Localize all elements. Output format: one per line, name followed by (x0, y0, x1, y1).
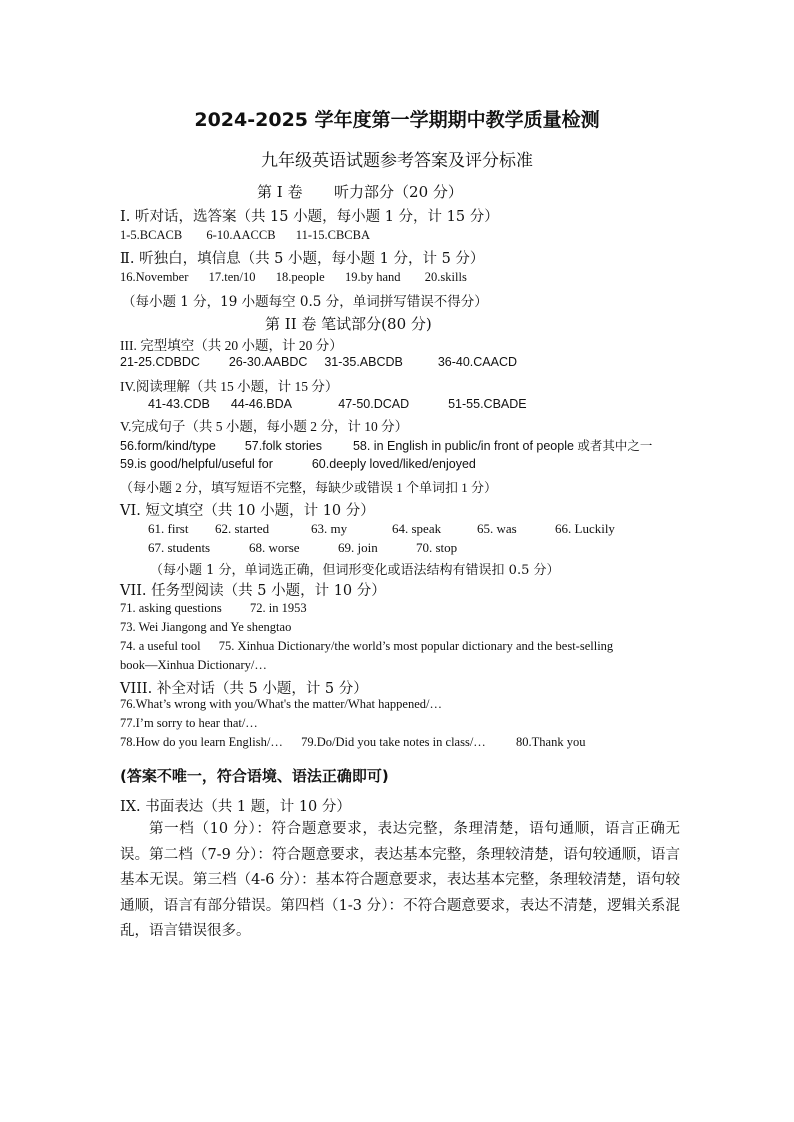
section5-note: （每小题 2 分，填写短语不完整，每缺少或错误 1 个单词扣 1 分） (120, 480, 498, 495)
answer-item: 66. Luckily (555, 521, 615, 536)
section8-line1: 76.What’s wrong with you/What's the matter/What happened/… (120, 697, 442, 711)
section8-heading: VIII. 补全对话（共 5 小题，计 5 分） (120, 681, 368, 697)
document-subtitle: 九年级英语试题参考答案及评分标准 (261, 151, 533, 171)
section7-line2: 73. Wei Jiangong and Ye shengtao (120, 620, 292, 634)
answer-item: 72. in 1953 (249, 601, 307, 615)
section7-line1 (120, 601, 307, 616)
answer-item: 20.skills (424, 270, 467, 284)
section7-heading: VII. 任务型阅读（共 5 小题，计 10 分） (120, 583, 386, 599)
answer-item: 16.November (120, 270, 189, 284)
document-title: 2024-2025 学年度第一学期期中教学质量检测 (194, 109, 600, 131)
answer-item: 60.deeply loved/liked/enjoyed (311, 457, 476, 471)
section1-answers (120, 228, 370, 243)
answer-item: 79.Do/Did you take notes in class/… (301, 735, 486, 749)
section5-heading: V.完成句子（共 5 小题，每小题 2 分，计 10 分） (120, 419, 409, 434)
answer-item: 78.How do you learn English/… (120, 735, 283, 749)
writing-criteria-paragraph: 第一档（10 分）：符合题意要求，表达完整，条理清楚，语句通顺，语言正确无误。第二档（7-9 分）：符合题意要求，表达基本完整，条理较清楚，语句较通顺，语言基本无误。第三档（4-6 分）：基本符合题意要求，表达基本完整，条理较清楚，语句较通顺，语言有部分错误。第四档（1-3 分）：不符合题意要求，表达不清楚，逻辑关系混乱，语言错误很多。 (120, 821, 680, 939)
section9-heading: IX. 书面表达（共 1 题，计 10 分） (120, 799, 351, 815)
answer-item: 6-10.AACCB (206, 228, 276, 242)
answer-item: 18.people (275, 270, 325, 284)
part1-name: 听力部分（20 分） (334, 183, 463, 201)
section4-answers (148, 397, 527, 411)
answer-item: 47-50.DCAD (338, 397, 410, 411)
answer-item: 11-15.CBCBA (295, 228, 370, 242)
part2-heading (265, 313, 432, 334)
answer-item: 17.ten/10 (208, 270, 256, 284)
answer-item: 70. stop (416, 540, 458, 555)
answer-item: 61. first (148, 521, 189, 536)
section2-answers (120, 270, 467, 285)
answer-item: 1-5.BCACB (120, 228, 183, 242)
answer-item: 68. worse (249, 540, 300, 555)
section6-note: （每小题 1 分，单词选正确，但词形变化或语法结构有错误扣 0.5 分） (150, 563, 560, 578)
part1-label: 第 I 卷 (257, 183, 303, 201)
answer-item: 64. speak (392, 521, 442, 536)
section2-note: （每小题 1 分，19 小题每空 0.5 分，单词拼写错误不得分） (122, 294, 488, 310)
part1-heading (257, 181, 463, 202)
section6-row1 (148, 521, 615, 537)
answer-item: 44-46.BDA (230, 397, 292, 411)
section3-answers (120, 355, 517, 369)
section1-heading: I. 听对话，选答案（共 15 小题，每小题 1 分，计 15 分） (120, 209, 499, 225)
part2-label: 第 II 卷 (265, 315, 317, 333)
answer-item: 75. Xinhua Dictionary/the world’s most popular dictionary and the best-selling (218, 639, 614, 653)
section7-line4: book—Xinhua Dictionary/… (120, 658, 267, 672)
answer-item: 80.Thank you (516, 735, 586, 749)
section8-line3 (120, 735, 585, 750)
section5-line1 (120, 436, 652, 454)
section2-heading: Ⅱ. 听独白，填信息（共 5 小题，每小题 1 分，计 5 分） (120, 251, 485, 267)
answer-item: 63. my (311, 521, 348, 536)
answer-item: 69. join (338, 540, 378, 555)
answer-item: 56.form/kind/type (120, 439, 216, 453)
answer-item: 26-30.AABDC (228, 355, 308, 369)
answer-item: 58. in English in public/in front of people 或者其中之一 (352, 439, 653, 453)
answer-item: 67. students (148, 540, 211, 555)
section7-line3 (120, 639, 613, 654)
answer-item: 65. was (477, 521, 517, 536)
section4-heading: IV.阅读理解（共 15 小题，计 15 分） (120, 379, 339, 394)
section5-line2 (120, 457, 476, 471)
answer-item: 51-55.CBADE (448, 397, 527, 411)
section8-line2: 77.I’m sorry to hear that/… (120, 716, 258, 730)
answer-item: 59.is good/helpful/useful for (120, 457, 273, 471)
general-note: (答案不唯一，符合语境、语法正确即可) (120, 767, 389, 785)
answer-item: 74. a useful tool (120, 639, 201, 653)
answer-item: 57.folk stories (244, 439, 322, 453)
answer-item: 71. asking questions (120, 601, 222, 615)
answer-item: 31-35.ABCDB (324, 355, 403, 369)
part2-name: 笔试部分(80 分) (321, 315, 432, 333)
answer-item: 19.by hand (344, 270, 401, 284)
section3-heading: III. 完型填空（共 20 小题，计 20 分） (120, 338, 343, 353)
section6-row2 (148, 540, 457, 556)
answer-item: 21-25.CDBDC (120, 355, 200, 369)
answer-item: 62. started (215, 521, 270, 536)
answer-item: 41-43.CDB (148, 397, 210, 411)
section6-heading: VI. 短文填空（共 10 小题，计 10 分） (120, 503, 375, 519)
answer-item: 36-40.CAACD (437, 355, 518, 369)
